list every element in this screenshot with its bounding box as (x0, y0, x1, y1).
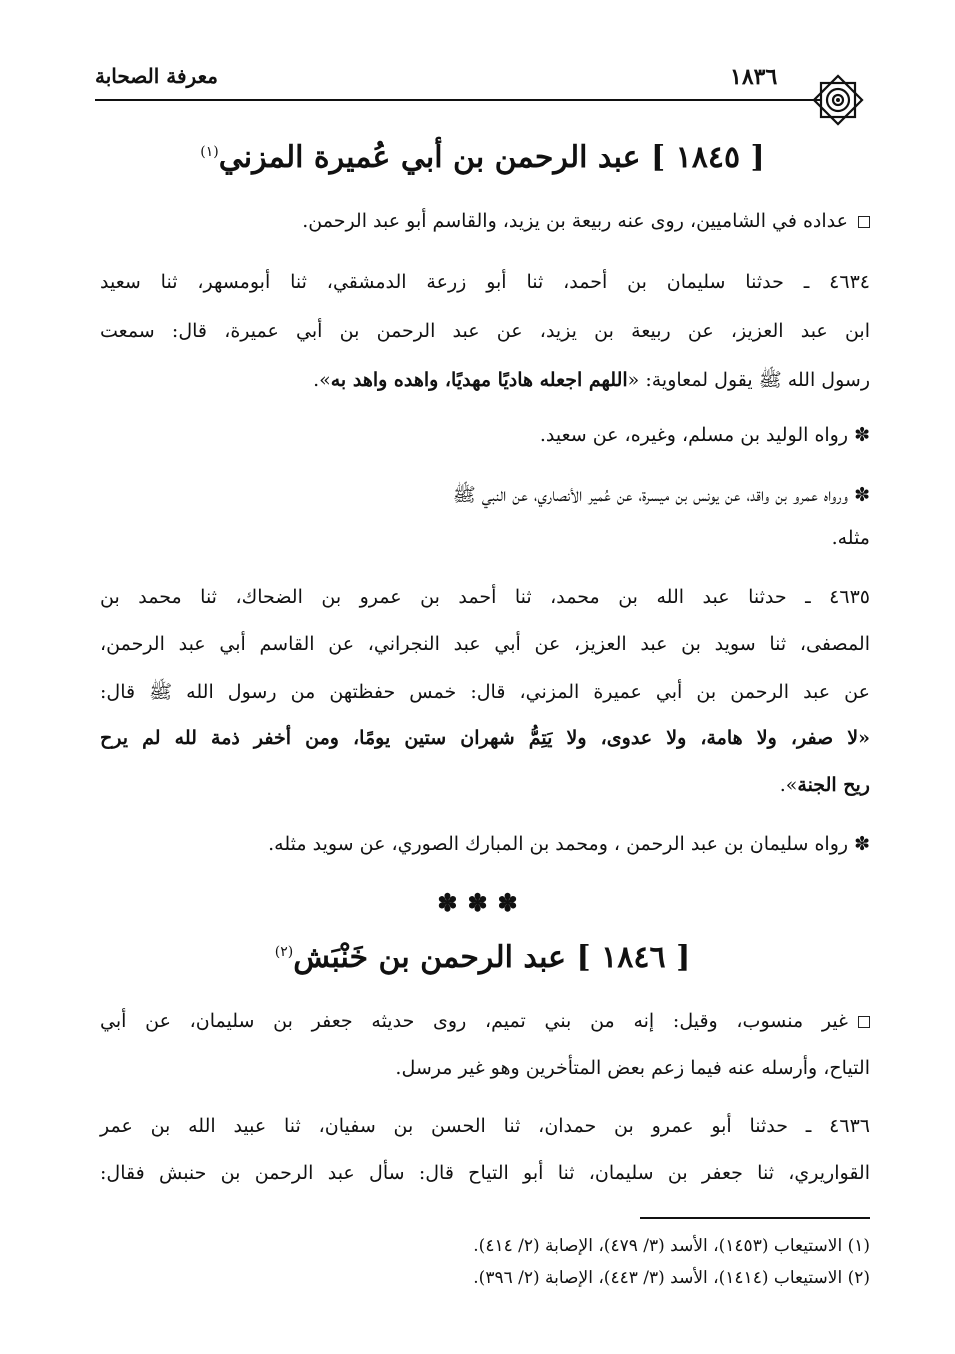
entry-intro-text: غير منسوب، وقيل: إنه من بني تميم، روى حديثه جعفر بن سليمان، عن أبي (100, 1010, 848, 1032)
entry-intro: التياح، وأرسله عنه فيما زعم بعض المتأخرين وهو غير مرسل. (395, 1057, 870, 1079)
hadith-text: ». (313, 369, 331, 391)
footnote-rule (640, 1217, 870, 1219)
square-bullet-icon (858, 1016, 870, 1028)
hadith-4636-line: القواريري، ثنا جعفر بن سليمان، ثنا أبو التياح قال: سأل عبد الرحمن بن حنبش فقال: (100, 1162, 870, 1184)
entry-intro (100, 210, 870, 232)
footnote: (١) الاستيعاب (١٤٥٣)، الأسد (٣/ ٤٧٩)، الإصابة (٢/ ٤١٤). (473, 1236, 870, 1256)
entry-heading-text: [ ١٨٤٥ ] عبد الرحمن بن أبي عُميرة المزني (218, 140, 765, 175)
hadith-4636-line: ٤٦٣٦ ـ حدثنا أبو عمرو بن حمدان، ثنا الحسن بن سفيان، ثنا عبيد الله بن عمر (100, 1115, 870, 1137)
hadith-matn: اللهم اجعله هاديًا مهديًا، واهده واهد به (330, 369, 628, 391)
riwaya-note: ✽ رواه الوليد بن مسلم، وغيره، عن سعيد. (539, 424, 870, 446)
entry-intro (100, 1010, 870, 1032)
hadith-4635-line: عن عبد الرحمن بن أبي عميرة المزني، قال: خمس حفظتهن من رسول الله ﷺ قال: (100, 681, 870, 703)
hadith-4635-line: المصفى، ثنا سويد بن عبد العزيز، عن أبي عبد النجراني، عن القاسم أبي عبد الرحمن، (100, 633, 870, 655)
star-ornament-icon (808, 70, 868, 130)
hadith-4634-line (100, 368, 870, 396)
square-bullet-icon (858, 216, 870, 228)
section-separator: ✽✽✽ (437, 888, 528, 917)
hadith-4635-line (100, 774, 870, 796)
riwaya-note: مثله. (831, 527, 870, 549)
hadith-text: رسول الله ﷺ يقول لمعاوية: « (627, 369, 870, 391)
hadith-matn: «لا صفر، ولا هامة، ولا عدوى، ولا يَتِمُّ شهران ستين يومًا، ومن أخفر ذمة لله لم يرح (100, 727, 870, 749)
footnote-ref-1: (١) (200, 144, 219, 160)
riwaya-note: ✽ ورواه عمرو بن واقد، عن يونس بن ميسرة، عن عُمير الأنصاري، عن النبي ﷺ (452, 484, 870, 506)
entry-heading-text: [ ١٨٤٦ ] عبد الرحمن بن خَنْبَش (293, 940, 691, 975)
entry-intro-text: عداده في الشاميين، روى عنه ربيعة بن يزيد، والقاسم أبو عبد الرحمن. (302, 210, 848, 232)
hadith-4634-line: ٤٦٣٤ ـ حدثنا سليمان بن أحمد، ثنا أبو زرعة الدمشقي، ثنا أبومسهر، ثنا سعيد (100, 271, 870, 293)
page-number: ١٨٣٦ (730, 64, 778, 90)
footnote-ref-2: (٢) (274, 944, 294, 960)
header-rule (95, 99, 820, 101)
riwaya-note: ✽ رواه سليمان بن عبد الرحمن ، ومحمد بن المبارك الصوري، عن سويد مثله. (268, 833, 870, 855)
running-title: معرفة الصحابة (95, 64, 218, 88)
hadith-matn: ريح الجنة (797, 774, 870, 796)
hadith-text: ». (779, 774, 798, 796)
hadith-4635-line (100, 727, 870, 749)
hadith-4635-line: ٤٦٣٥ ـ حدثنا عبد الله بن محمد، ثنا أحمد بن عمرو بن الضحاك، ثنا محمد بن (100, 586, 870, 608)
entry-heading-1846 (95, 940, 870, 975)
hadith-4634-line: ابن عبد العزيز، عن ربيعة بن يزيد، عن عبد الرحمن بن أبي عميرة، قال: سمعت (100, 320, 870, 342)
footnote: (٢) الاستيعاب (١٤١٤)، الأسد (٣/ ٤٤٣)، الإصابة (٢/ ٣٩٦). (473, 1268, 870, 1288)
entry-heading-1845 (95, 140, 870, 175)
